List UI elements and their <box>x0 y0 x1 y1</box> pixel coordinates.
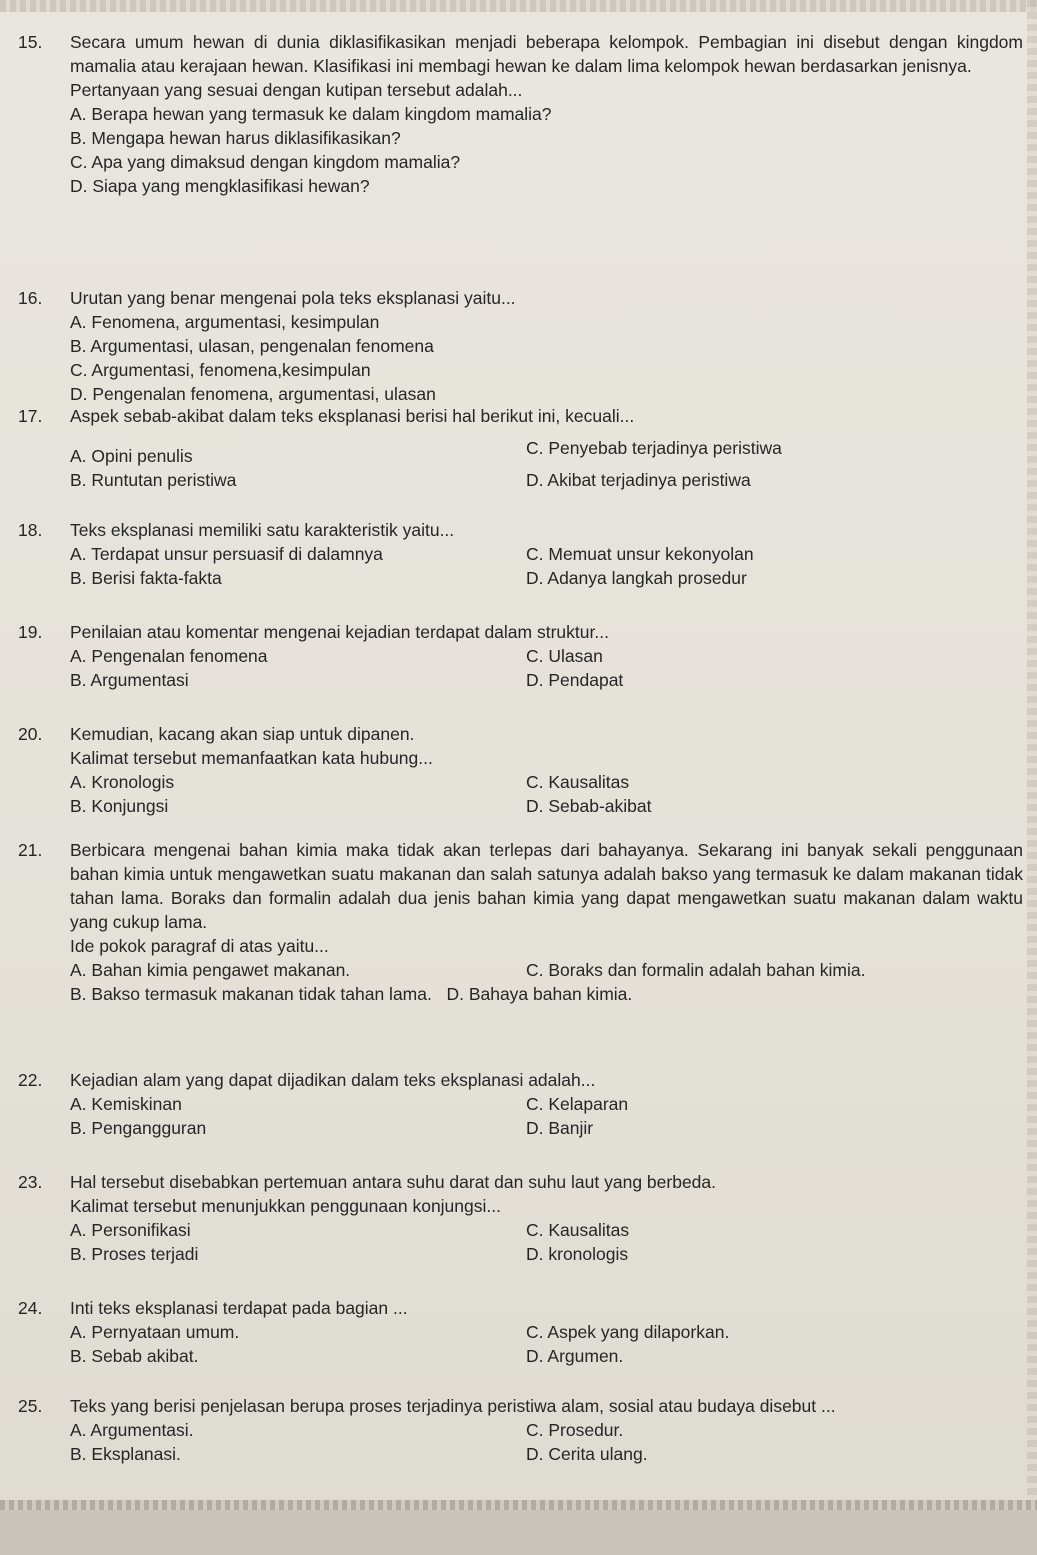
question-number: 17. <box>18 406 43 426</box>
question-19 <box>18 620 1023 692</box>
option-c: C. Penyebab terjadinya peristiwa <box>526 438 782 458</box>
background-surface <box>0 1510 1037 1555</box>
option-c: C. Argumentasi, fenomena,kesimpulan <box>70 360 371 380</box>
option-a: A. Pengenalan fenomena <box>70 646 268 666</box>
question-number: 15. <box>18 32 43 52</box>
option-d: D. kronologis <box>526 1244 629 1264</box>
option-c: C. Kelaparan <box>526 1094 629 1114</box>
question-24 <box>18 1296 1023 1368</box>
option-b: B. Berisi fakta-fakta <box>70 568 222 588</box>
option-b: B. Argumentasi <box>70 670 189 690</box>
question-22 <box>18 1068 1023 1140</box>
question-prompt: Kalimat tersebut menunjukkan penggunaan konjungsi... <box>70 1196 501 1216</box>
option-b: B. Runtutan peristiwa <box>70 470 237 490</box>
option-b: B. Pengangguran <box>70 1118 207 1138</box>
question-number: 18. <box>18 520 43 540</box>
option-list <box>70 428 1023 492</box>
option-list <box>70 958 1023 982</box>
option-list <box>70 1418 1023 1466</box>
question-number: 24. <box>18 1298 43 1318</box>
option-c: C. Boraks dan formalin adalah bahan kimia. <box>526 960 866 980</box>
question-stem: Berbicara mengenai bahan kimia maka tidak akan terlepas dari bahayanya. Sekarang ini banyak sekali penggunaan bahan kimia untuk mengawetkan suatu makanan dan salah satunya adalah bakso yang termasuk ke dalam makanan tidak tahan lama. Boraks dan formalin adalah dua jenis bahan kimia yang dapat mengawetkan suatu makanan dalam waktu yang cukup lama. <box>70 840 1023 932</box>
option-c: C. Ulasan <box>526 646 603 666</box>
page-right-edge <box>1027 0 1037 1500</box>
question-prompt: Kalimat tersebut memanfaatkan kata hubung... <box>70 748 433 768</box>
question-20 <box>18 722 1023 818</box>
option-list <box>70 1218 1023 1266</box>
option-d: D. Sebab-akibat <box>526 796 652 816</box>
option-a: A. Terdapat unsur persuasif di dalamnya <box>70 544 383 564</box>
question-prompt: Ide pokok paragraf di atas yaitu... <box>70 936 329 956</box>
question-15 <box>18 30 1023 198</box>
option-b: B. Argumentasi, ulasan, pengenalan fenomena <box>70 336 434 356</box>
question-21 <box>18 838 1023 1006</box>
option-a: A. Argumentasi. <box>70 1420 194 1440</box>
question-number: 16. <box>18 288 43 308</box>
option-b: B. Mengapa hewan harus diklasifikasikan? <box>70 128 401 148</box>
option-c: C. Aspek yang dilaporkan. <box>526 1322 730 1342</box>
question-number: 25. <box>18 1396 43 1416</box>
question-number: 19. <box>18 622 43 642</box>
option-b: B. Konjungsi <box>70 796 169 816</box>
page-top-edge <box>0 0 1037 12</box>
option-c: C. Kausalitas <box>526 1220 630 1240</box>
option-d: D. Bahaya bahan kimia. <box>446 984 633 1004</box>
option-c: C. Memuat unsur kekonyolan <box>526 544 754 564</box>
option-c: C. Prosedur. <box>526 1420 624 1440</box>
option-d: D. Banjir <box>526 1118 594 1138</box>
question-stem: Hal tersebut disebabkan pertemuan antara suhu darat dan suhu laut yang berbeda. <box>70 1172 717 1192</box>
option-d: D. Argumen. <box>526 1346 624 1366</box>
question-17 <box>18 404 1023 492</box>
question-number: 20. <box>18 724 43 744</box>
option-list-row2 <box>70 982 1023 1006</box>
option-a: A. Kronologis <box>70 772 175 792</box>
question-stem: Teks yang berisi penjelasan berupa proses terjadinya peristiwa alam, sosial atau budaya disebut ... <box>70 1396 836 1416</box>
question-16 <box>18 286 1023 406</box>
option-a: A. Pernyataan umum. <box>70 1322 240 1342</box>
option-c: C. Apa yang dimaksud dengan kingdom mamalia? <box>70 152 461 172</box>
question-prompt: Pertanyaan yang sesuai dengan kutipan tersebut adalah... <box>70 80 523 100</box>
question-stem: Secara umum hewan di dunia diklasifikasikan menjadi beberapa kelompok. Pembagian ini disebut dengan kingdom mamalia atau kerajaan hewan. Klasifikasi ini membagi hewan ke dalam lima kelompok hewan berdasarkan jenisnya. <box>70 32 1023 76</box>
option-a: A. Personifikasi <box>70 1220 191 1240</box>
option-list <box>70 770 1023 818</box>
option-d: D. Akibat terjadinya peristiwa <box>526 470 751 490</box>
page-bottom-edge <box>0 1500 1037 1510</box>
option-b-and-d <box>70 982 1023 1006</box>
option-d: D. Pendapat <box>526 670 624 690</box>
option-list <box>70 310 1023 406</box>
option-b: B. Sebab akibat. <box>70 1346 199 1366</box>
option-a: A. Kemiskinan <box>70 1094 182 1114</box>
question-18 <box>18 518 1023 590</box>
question-stem: Kejadian alam yang dapat dijadikan dalam teks eksplanasi adalah... <box>70 1070 596 1090</box>
question-stem: Kemudian, kacang akan siap untuk dipanen. <box>70 724 415 744</box>
question-stem: Teks eksplanasi memiliki satu karakteristik yaitu... <box>70 520 455 540</box>
question-number: 23. <box>18 1172 43 1192</box>
option-b: B. Proses terjadi <box>70 1244 199 1264</box>
option-list <box>70 1320 1023 1368</box>
option-list <box>70 542 1023 590</box>
option-a: A. Bahan kimia pengawet makanan. <box>70 960 351 980</box>
option-a: A. Fenomena, argumentasi, kesimpulan <box>70 312 380 332</box>
option-a: A. Berapa hewan yang termasuk ke dalam kingdom mamalia? <box>70 104 552 124</box>
question-25 <box>18 1394 1023 1466</box>
question-number: 22. <box>18 1070 43 1090</box>
option-d: D. Siapa yang mengklasifikasi hewan? <box>70 176 370 196</box>
option-list <box>70 644 1023 692</box>
question-number: 21. <box>18 840 43 860</box>
question-stem: Urutan yang benar mengenai pola teks eksplanasi yaitu... <box>70 288 516 308</box>
option-a: A. Opini penulis <box>70 446 193 466</box>
option-list <box>70 1092 1023 1140</box>
question-stem: Aspek sebab-akibat dalam teks eksplanasi berisi hal berikut ini, kecuali... <box>70 406 635 426</box>
option-c: C. Kausalitas <box>526 772 630 792</box>
option-d: D. Cerita ulang. <box>526 1444 648 1464</box>
question-stem: Penilaian atau komentar mengenai kejadian terdapat dalam struktur... <box>70 622 609 642</box>
question-23 <box>18 1170 1023 1266</box>
option-d: D. Pengenalan fenomena, argumentasi, ulasan <box>70 384 436 404</box>
option-d: D. Adanya langkah prosedur <box>526 568 747 588</box>
option-b: B. Eksplanasi. <box>70 1444 181 1464</box>
option-b: B. Bakso termasuk makanan tidak tahan lama. <box>70 984 432 1004</box>
question-stem: Inti teks eksplanasi terdapat pada bagian ... <box>70 1298 408 1318</box>
option-list <box>70 102 1023 198</box>
